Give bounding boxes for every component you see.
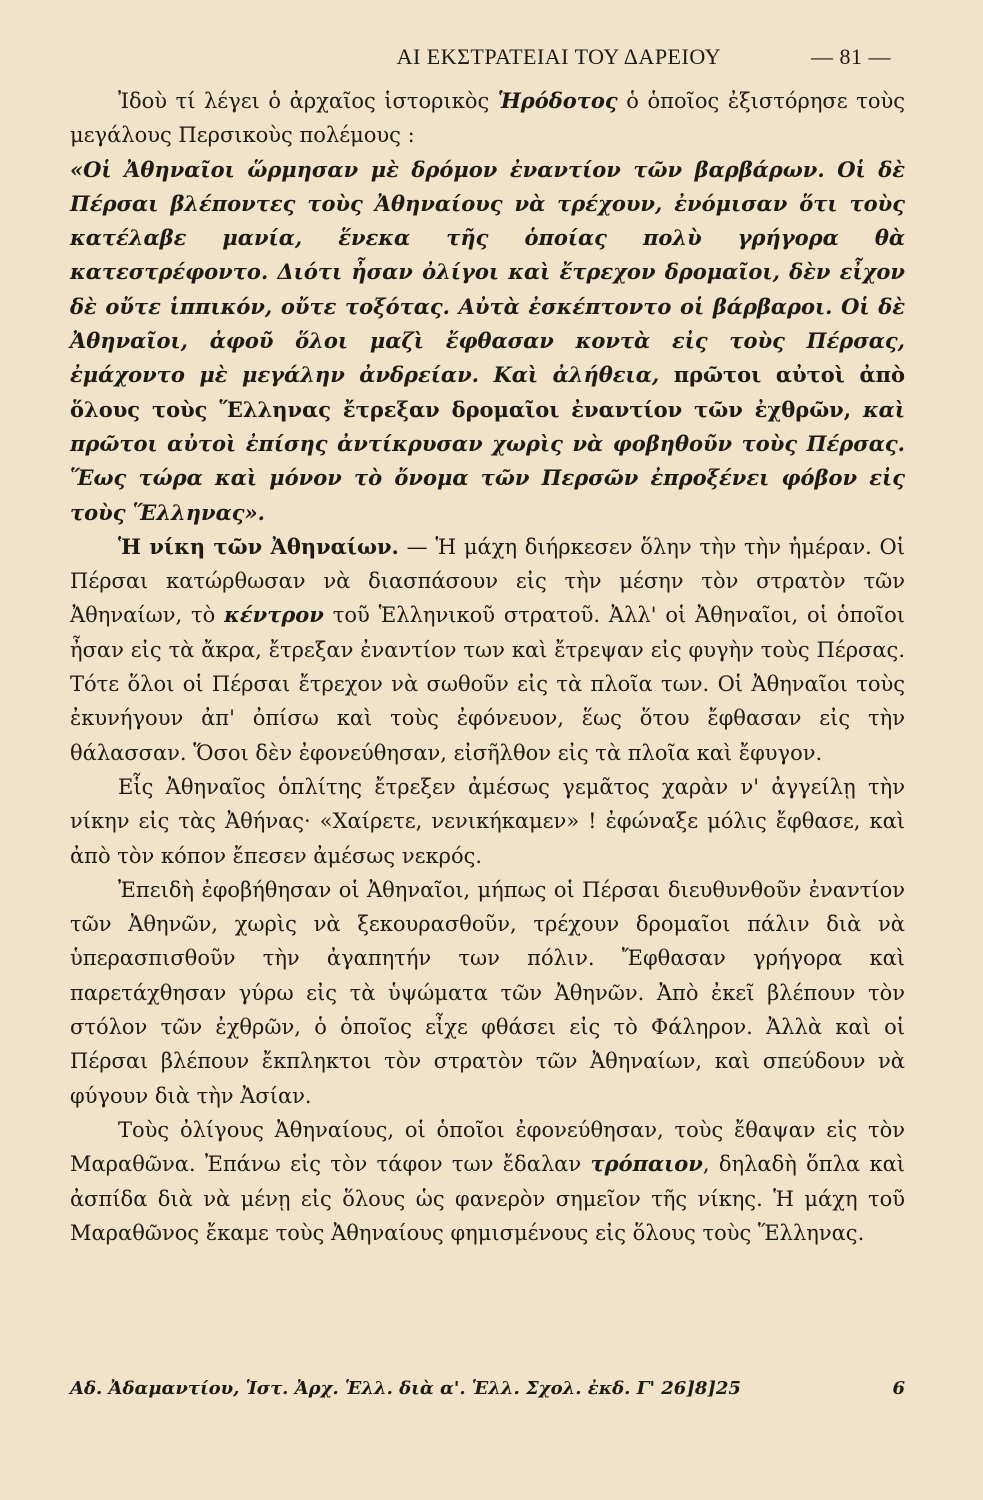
text-run: Ἡρόδοτος	[497, 88, 618, 113]
chapter-title: ΑΙ ΕΚΣΤΡΑΤΕΙΑΙ ΤΟΥ ΔΑΡΕΙΟΥ	[396, 44, 721, 69]
paragraph	[70, 770, 905, 873]
paragraph	[70, 873, 905, 1113]
text-run: κέντρον	[224, 602, 324, 628]
signature-mark: 6	[892, 1378, 905, 1399]
text-run: «Οἱ Ἀθηναῖοι ὥρμησαν μὲ δρόμον ἐναντίον τῶν βαρβάρων. Οἱ δὲ Πέρσαι βλέποντες τοὺς Ἀθηναίους νὰ τρέχουν, ἐνόμισαν ὅτι τοὺς κατέλαβε μανία, ἕνεκα τῆς ὁποίας πολὺ γρήγορα θὰ κατεστρέφοντο. Διότι ἦσαν ὀλίγοι καὶ ἔτρεχον δρομαῖοι, δὲν εἶχον δὲ οὔτε ἱππικόν, οὔτε τοξότας. Αὐτὰ ἐσκέπτοντο οἱ βάρβαροι. Οἱ δὲ Ἀθηναῖοι, ἀφοῦ ὅλοι μαζὶ ἔφθασαν κοντὰ εἰς τοὺς Πέρσας, ἐμάχοντο μὲ μεγάλην ἀνδρείαν. Καὶ ἀλήθεια,	[70, 156, 905, 388]
text-run: Ἐπειδὴ ἐφοβήθησαν οἱ Ἀθηναῖοι, μήπως οἱ Πέρσαι διευθυνθοῦν ἐναντίον τῶν Ἀθηνῶν, χωρὶς νὰ ξεκουρασθοῦν, τρέχουν δρομαῖοι πάλιν διὰ νὰ ὑπερασπισθοῦν τὴν ἀγαπητήν των πόλιν. Ἔφθασαν γρήγορα καὶ παρετάχθησαν γύρω εἰς τὰ ὑψώματα τῶν Ἀθηνῶν. Ἀπὸ ἐκεῖ βλέπουν τὸν στόλον τῶν ἐχθρῶν, ὁ ὁποῖος εἶχε φθάσει εἰς τὸ Φάληρον. Ἀλλὰ καὶ οἱ Πέρσαι βλέπουν ἔκπληκτοι τὸν στρατὸν τῶν Ἀθηναίων, καὶ σπεύδουν νὰ φύγουν διὰ τὴν Ἀσίαν.	[70, 877, 905, 1108]
paragraph	[70, 1113, 905, 1250]
text-run: ὁ ὁποῖος ἐξιστόρησε τοὺς μεγάλους Περσικοὺς πολέμους :	[70, 89, 905, 148]
text-run: Ἰδοὺ τί λέγει ὁ ἀρχαῖος ἱστορικὸς	[118, 89, 498, 113]
paragraph	[70, 530, 905, 770]
body-text	[70, 84, 905, 1250]
running-header	[70, 44, 905, 70]
text-run: τοῦ Ἑλληνικοῦ στρατοῦ. Ἀλλ' οἱ Ἀθηναῖοι, οἱ ὁποῖοι ἦσαν εἰς τὰ ἄκρα, ἔτρεξαν ἐναντίον των καὶ ἔτρεψαν εἰς φυγὴν τοὺς Πέρσας. Τότε ὅλοι οἱ Πέρσαι ἔτρεχον νὰ σωθοῦν εἰς τὰ πλοῖα των. Οἱ Ἀθηναῖοι τοὺς ἐκυνήγουν ἀπ' ὀπίσω καὶ τοὺς ἐφόνευον, ἕως ὅτου ἔφθασαν εἰς τὴν θάλασσαν. Ὅσοι δὲν ἐφονεύθησαν, εἰσῆλθον εἰς τὰ πλοῖα καὶ ἔφυγον.	[70, 603, 905, 765]
paragraph	[70, 84, 905, 153]
text-run: Ἡ νίκη τῶν Ἀθηναίων.	[118, 533, 399, 559]
text-run: καὶ πρῶτοι αὐτοὶ ἐπίσης ἀντίκρυσαν χωρὶς νὰ φοβηθοῦν τοὺς Πέρσας. Ἕως τώρα καὶ μόνον τὸ ὄνομα τῶν Περσῶν ἐπροξένει φόβον εἰς τοὺς Ἕλληνας».	[70, 396, 906, 525]
page-footer	[70, 1378, 905, 1399]
text-run: — Ἡ μάχη διήρκεσεν ὅλην τὴν τὴν ἡμέραν. Οἱ Πέρσαι κατώρθωσαν νὰ διασπάσουν εἰς τὴν μέσην τὸν στρατὸν τῶν Ἀθηναίων, τὸ	[70, 534, 905, 628]
text-run: , δηλαδὴ ὅπλα καὶ ἀσπίδα διὰ νὰ μένῃ εἰς ὅλους ὡς φανερὸν σημεῖον τῆς νίκης. Ἡ μάχη τοῦ Μαραθῶνος ἔκαμε τοὺς Ἀθηναίους φημισμένους εἰς ὅλους τοὺς Ἕλληνας.	[70, 1152, 905, 1245]
page-number: — 81 —	[811, 44, 891, 69]
text-run: Τοὺς ὀλίγους Ἀθηναίους, οἱ ὁποῖοι ἐφονεύθησαν, τοὺς ἔθαψαν εἰς τὸν Μαραθῶνα. Ἐπάνω εἰς τὸν τάφον των ἔδαλαν	[70, 1117, 905, 1177]
text-run: πρῶτοι αὐτοὶ ἀπὸ ὅλους τοὺς Ἕλληνας ἔτρεξαν δρομαῖοι ἐναντίον τῶν ἐχθρῶν,	[70, 362, 905, 422]
text-run: Εἷς Ἀθηναῖος ὁπλίτης ἔτρεξεν ἀμέσως γεμᾶτος χαρὰν ν' ἀγγείλῃ τὴν νίκην εἰς τὰς Ἀθήνας· «Χαίρετε, νενικήκαμεν» ! ἐφώναξε μόλις ἔφθασε, καὶ ἀπὸ τὸν κόπον ἔπεσεν ἀμέσως νεκρός.	[70, 774, 905, 868]
paragraph	[70, 153, 905, 530]
footer-citation: Αδ. Ἀδαμαντίου, Ἱστ. Ἀρχ. Ἑλλ. διὰ α'. Ἑλλ. Σχολ. ἐκδ. Γ' 26]8]25	[70, 1378, 741, 1399]
text-run: τρόπαιον	[590, 1151, 703, 1177]
